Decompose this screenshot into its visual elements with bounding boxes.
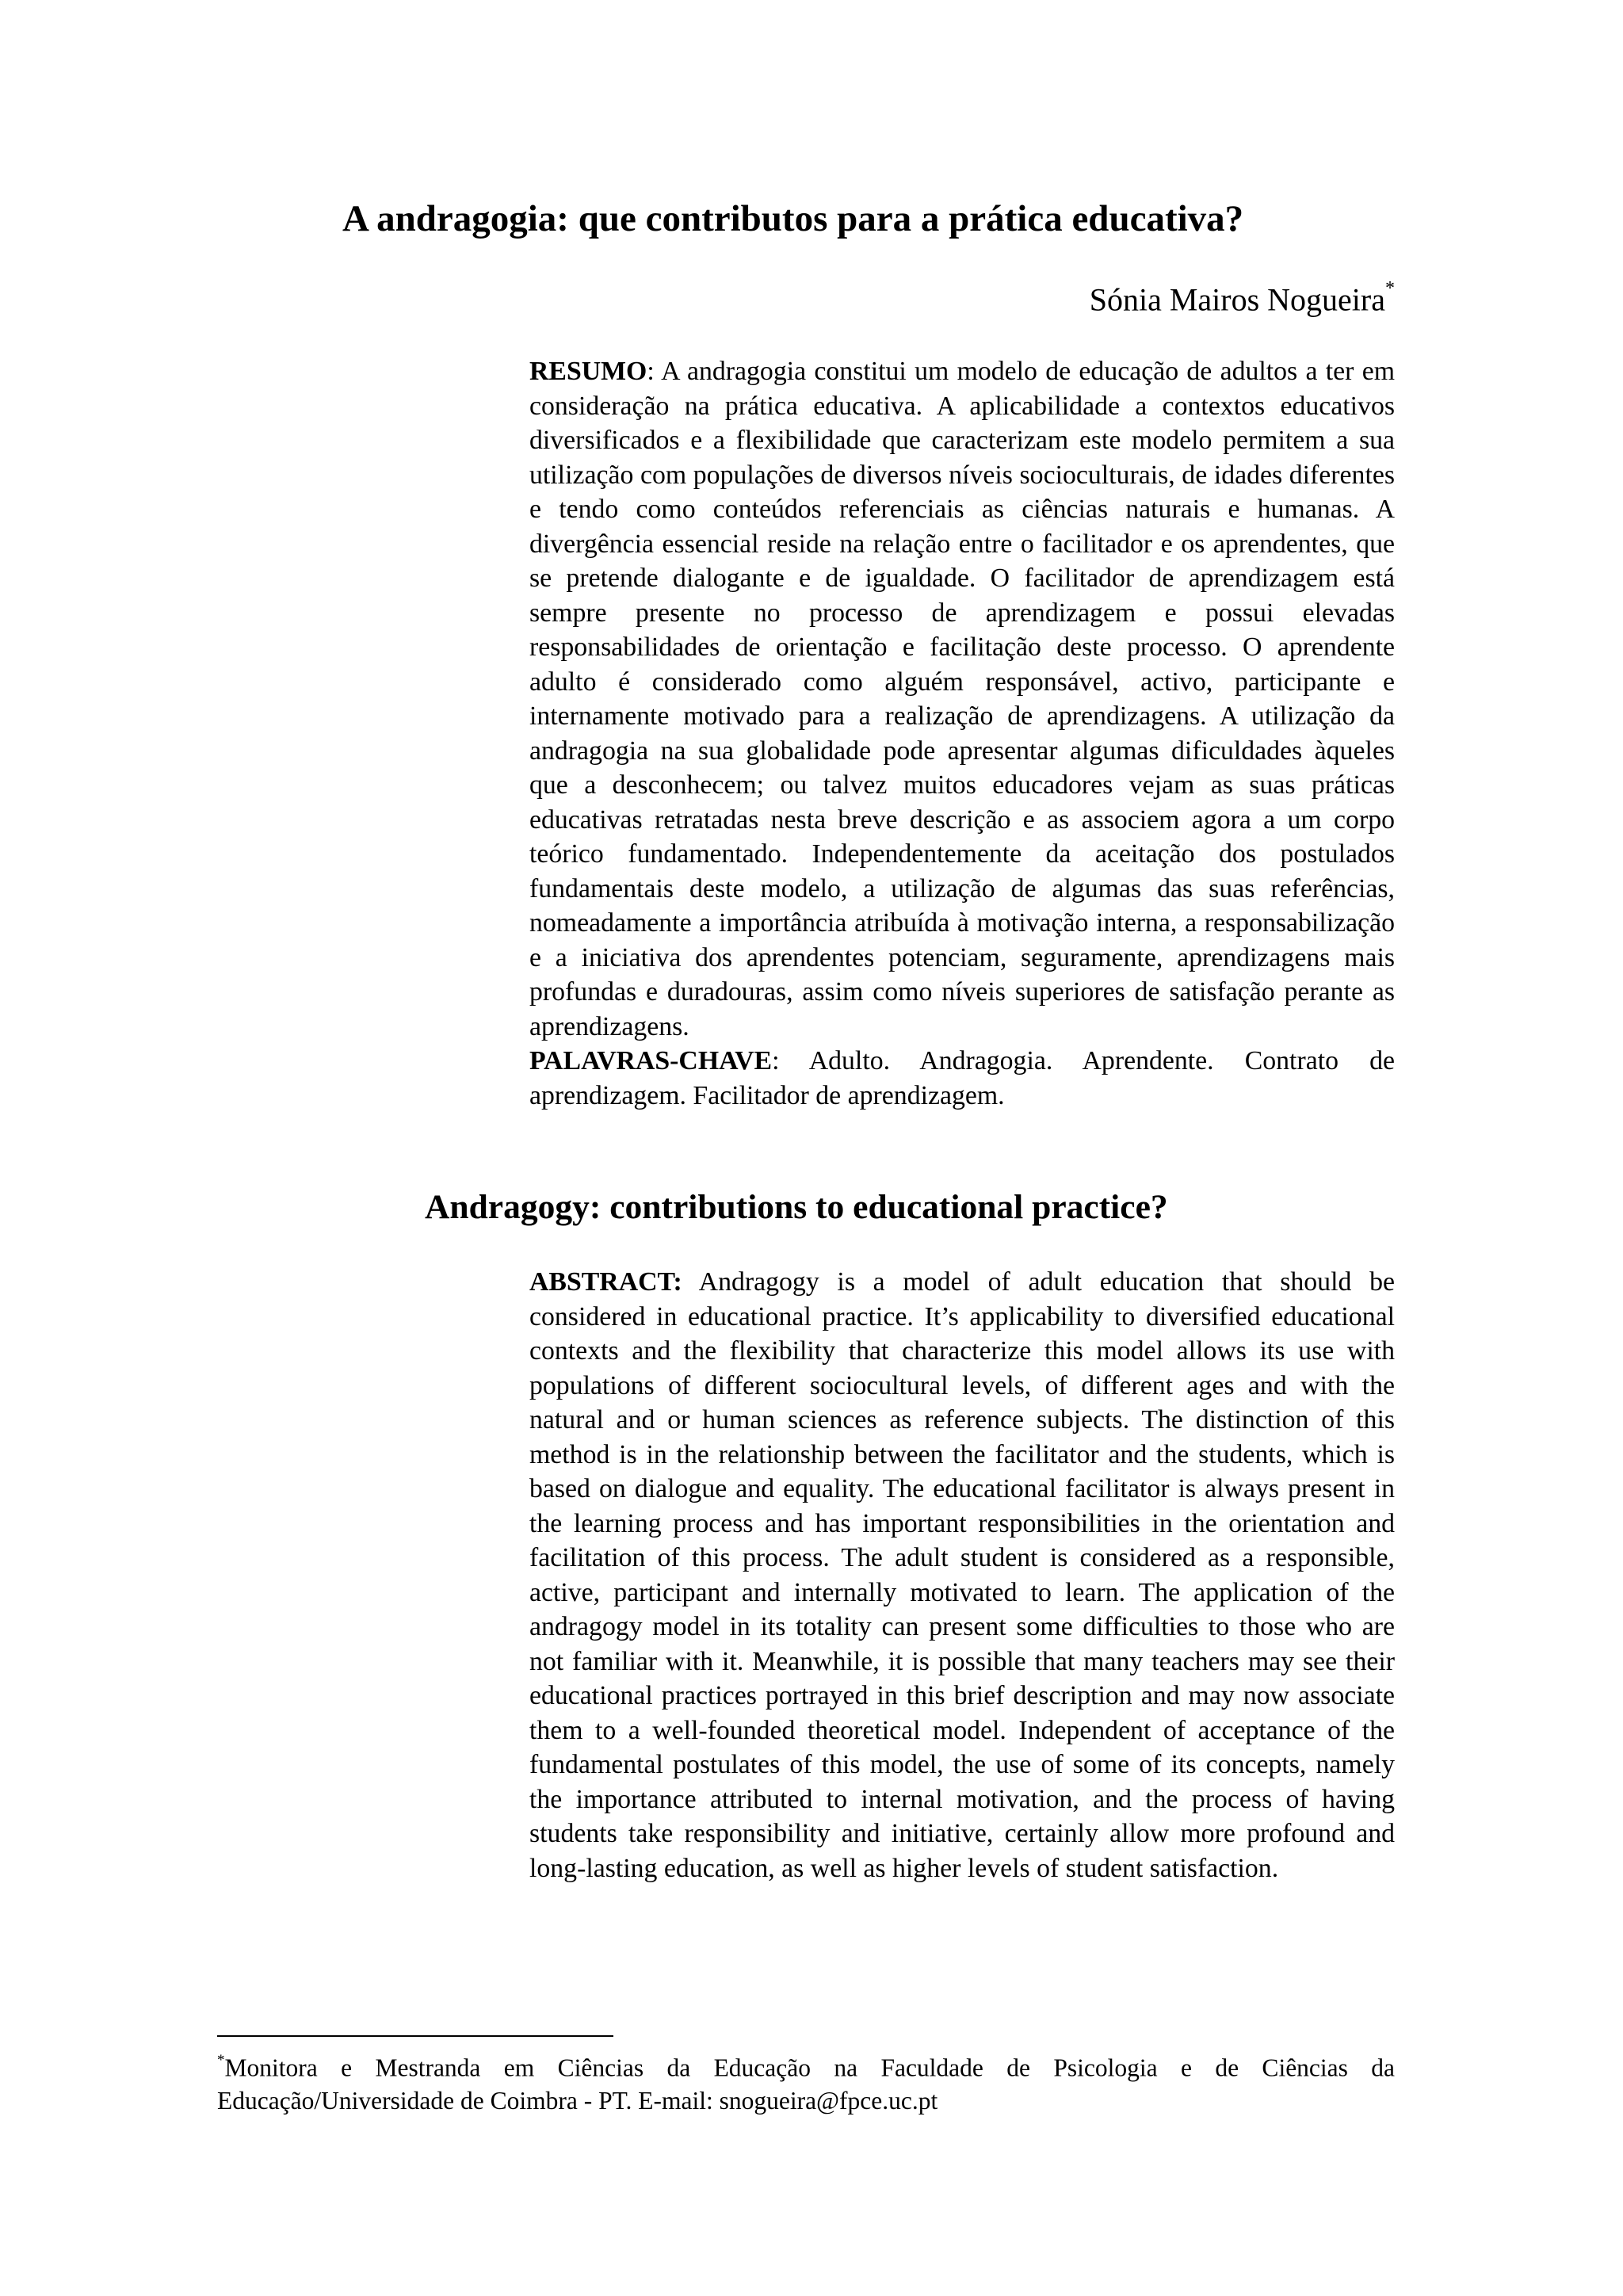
- author-line: [872, 273, 1395, 320]
- resumo-text: : A andragogia constitui um modelo de educação de adultos a ter em consideração na prática educativa. A aplicabilidade a contextos educativos diversificados e a flexibilidade que caracterizam este modelo permitem a sua utilização com populações de diversos níveis socioculturais, de idades diferentes e tendo como conteúdos referenciais as ciências naturais e humanas. A divergência essencial reside na relação entre o facilitador e os aprendentes, que se pretende dialogante e de igualdade. O facilitador de aprendizagem está sempre presente no processo de aprendizagem e possui elevadas responsabilidades de orientação e facilitação deste processo. O aprendente adulto é considerado como alguém responsável, activo, participante e internamente motivado para a realização de aprendizagens. A utilização da andragogia na sua globalidade pode apresentar algumas dificuldades àqueles que a desconhecem; ou talvez muitos educadores vejam as suas práticas educativas retratadas nesta breve descrição e as associem agora a um corpo teórico fundamentado. Independentemente da aceitação dos postulados fundamentais deste modelo, a utilização de algumas das suas referências, nomeadamente a importância atribuída à motivação interna, a responsabilização e a iniciativa dos aprendentes potenciam, seguramente, aprendizagens mais profundas e duradouras, assim como níveis superiores de satisfação perante as aprendizagens.: [529, 357, 1395, 1041]
- resumo-label: RESUMO: [529, 357, 647, 386]
- abstract-section: [529, 1265, 1395, 1885]
- keywords-label: PALAVRAS-CHAVE: [529, 1046, 773, 1075]
- footnote-text: Monitora e Mestranda em Ciências da Educação na Faculdade de Psicologia e de Ciências da Educação/Universidade de Coimbra - PT. E-mail: snogueira@fpce.uc.pt: [217, 2053, 1395, 2115]
- author-name: Sónia Mairos Nogueira: [1089, 281, 1385, 318]
- abstract-paragraph: [529, 1265, 1395, 1885]
- author-footnote-mark: *: [1385, 278, 1395, 299]
- keywords-paragraph: [529, 1044, 1395, 1113]
- keywords-text: : Adulto. Andragogia. Aprendente. Contrato de aprendizagem. Facilitador de aprendizagem.: [529, 1046, 1395, 1110]
- abstract-label: ABSTRACT:: [529, 1267, 682, 1297]
- footnote-mark: *: [217, 2052, 225, 2069]
- footnote-divider: [217, 2035, 613, 2037]
- abstract-text: Andragogy is a model of adult education that should be considered in educational practice. It’s applicability to diversified educational contexts and the flexibility that characterize this model allows its use with populations of different sociocultural levels, of different ages and with the natural and or human sciences as reference subjects. The distinction of this method is in the relationship between the facilitator and the students, which is based on dialogue and equality. The educational facilitator is always present in the learning process and has important responsibilities in the orientation and facilitation of this process. The adult student is considered as a responsible, active, participant and internally motivated to learn. The application of the andragogy model in its totality can present some difficulties to those who are not familiar with it. Meanwhile, it is possible that many teachers may see their educational practices portrayed in this brief description and may now associate them to a well-founded theoretical model. Independent of acceptance of the fundamental postulates of this model, the use of some of its concepts, namely the importance attributed to internal motivation, and the process of having students take responsibility and initiative, certainly allow more profound and long-lasting education, as well as higher levels of student satisfaction.: [529, 1267, 1395, 1883]
- footnote: [217, 2046, 1395, 2117]
- english-title: Andragogy: contributions to educational practice?: [425, 1188, 1168, 1226]
- paper-title: A andragogia: que contributos para a prática educativa?: [342, 198, 1244, 239]
- resumo-paragraph: [529, 354, 1395, 1044]
- resumo-section: [529, 354, 1395, 1113]
